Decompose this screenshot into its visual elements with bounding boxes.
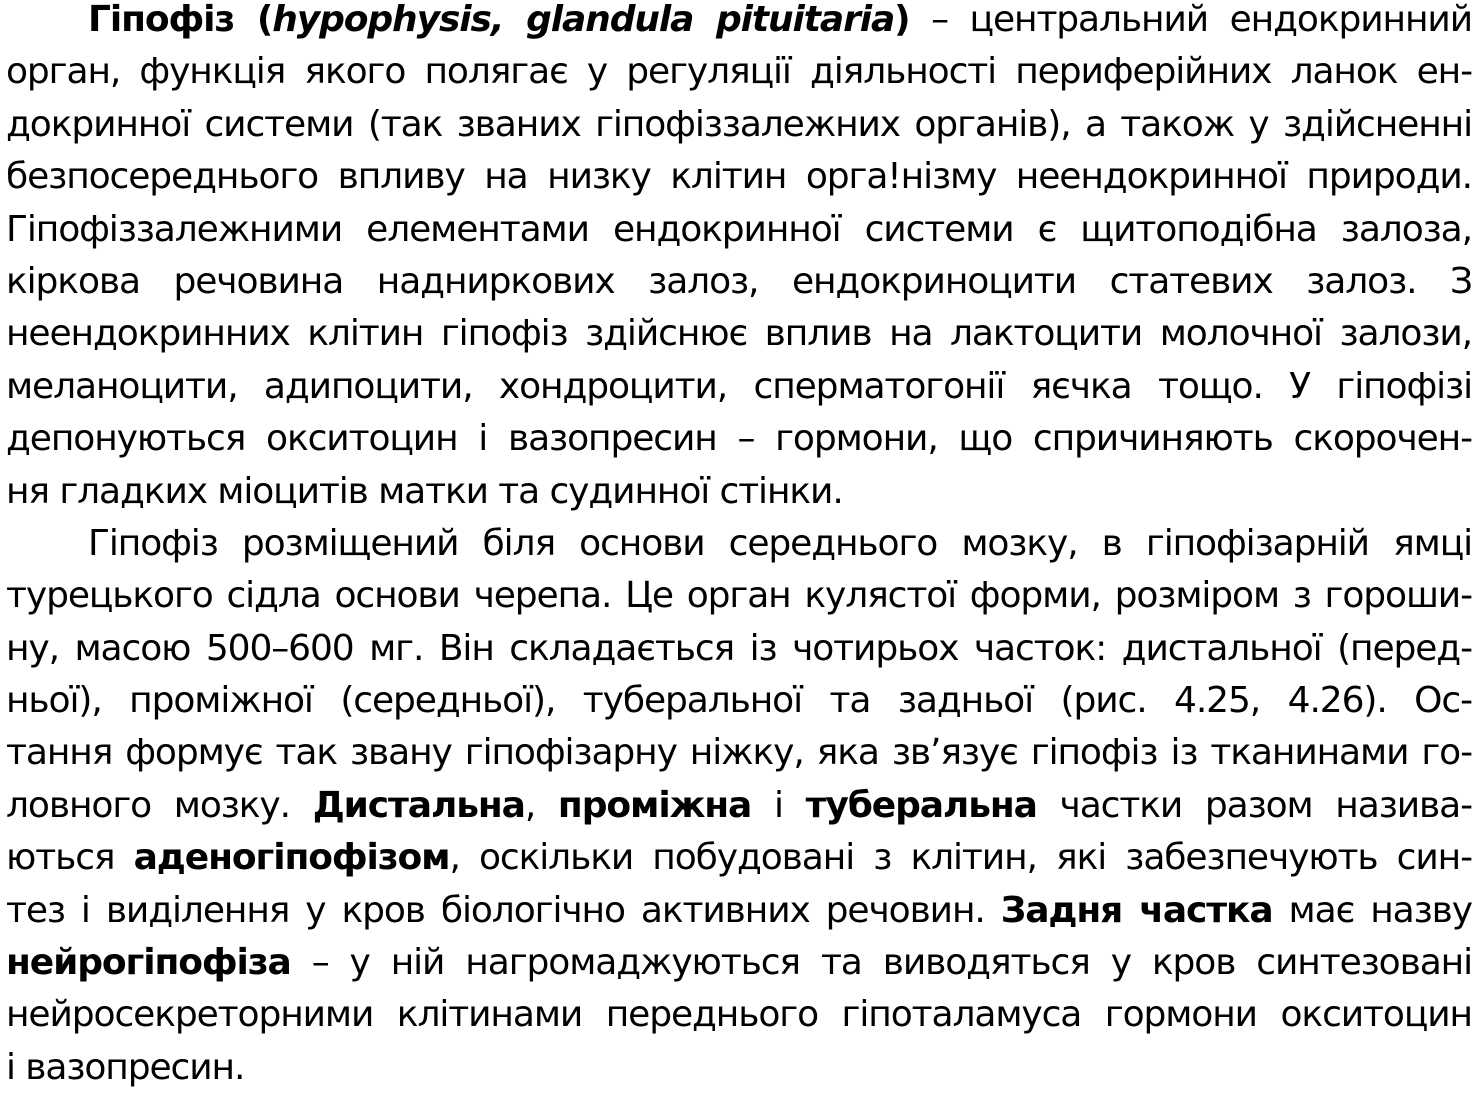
text-line	[6, 0, 1472, 46]
text-line	[6, 937, 1472, 989]
line-text: – у ній нагромаджуються та виводяться у кров синтезовані	[290, 942, 1472, 984]
paragraph-pituitary-structure	[6, 518, 1472, 1094]
text-line: депонуються окситоцин і вазопресин – гормони, що спричиняють скорочен-	[6, 418, 1472, 460]
text-line: ньої), проміжної (середньої), туберальної та задньої (рис. 4.25, 4.26). Ос-	[6, 680, 1472, 722]
line-text: частки разом назива-	[1036, 784, 1472, 826]
text-line	[6, 885, 1472, 937]
text-line: Гіпофіз розміщений біля основи середнього мозку, в гіпофізарній ямці	[88, 522, 1472, 564]
paren-close: )	[894, 0, 910, 40]
term-posterior-lobe: Задня частка	[1000, 889, 1273, 931]
line-text: має назву	[1272, 889, 1472, 931]
text-line: орган, функція якого полягає у регуляції діяльності периферійних ланок ен-	[6, 51, 1472, 93]
text-line: турецького сідла основи черепа. Це орган кулястої форми, розміром з гороши-	[6, 575, 1472, 617]
term-adenohypophysis: аденогіпофізом	[133, 837, 450, 879]
text-line: Гіпофіззалежними елементами ендокринної системи є щитоподібна залоза,	[6, 208, 1472, 250]
text-line: докринної системи (так званих гіпофіззалежних органів), а також у здійсненні	[6, 103, 1472, 145]
paren-open: (	[234, 0, 273, 40]
line-text: ються	[6, 837, 134, 879]
text-line: меланоцити, адипоцити, хондроцити, сперматогонії яєчка тощо. У гіпофізі	[6, 365, 1472, 407]
term-hypophysis: Гіпофіз	[88, 0, 235, 40]
text-line: нейросекреторними клітинами переднього гіпоталамуса гормони окситоцин	[6, 994, 1472, 1036]
line-text: ,	[524, 784, 558, 826]
term-distal: Дистальна	[312, 784, 525, 826]
term-tuberal: туберальна	[805, 784, 1037, 826]
text-line: ня гладких міоцитів матки та судинної стінки.	[6, 470, 843, 512]
text-line	[6, 832, 1472, 884]
text-line: неендокринних клітин гіпофіз здійснює вплив на лактоцити молочної залози,	[6, 313, 1472, 355]
term-intermediate: проміжна	[557, 784, 752, 826]
line-text: – центральний ендокринний	[909, 0, 1472, 40]
text-line: кіркова речовина надниркових залоз, ендокриноцити статевих залоз. З	[6, 260, 1472, 302]
text-line: ну, масою 500–600 мг. Він складається із чотирьох часток: дистальної (перед-	[6, 627, 1472, 669]
text-line: безпосереднього впливу на низку клітин орга!нізму неендокринної природи.	[6, 156, 1472, 198]
document-page	[6, 0, 1472, 1094]
line-text: ловного мозку.	[6, 784, 313, 826]
line-text: тез і виділення у кров біологічно активних речовин.	[6, 889, 1001, 931]
latin-term: hypophysis, glandula pituitaria	[272, 0, 895, 40]
text-line	[6, 780, 1472, 832]
text-line: і вазопресин.	[6, 1046, 245, 1088]
paragraph-pituitary-function	[6, 0, 1472, 518]
line-text: , оскільки побудовані з клітин, які забезпечують син-	[449, 837, 1472, 879]
term-neurohypophysis: нейрогіпофіза	[6, 942, 291, 984]
text-line: тання формує так звану гіпофізарну ніжку, яка зв’язує гіпофіз із тканинами го-	[6, 732, 1472, 774]
line-text: і	[751, 784, 806, 826]
